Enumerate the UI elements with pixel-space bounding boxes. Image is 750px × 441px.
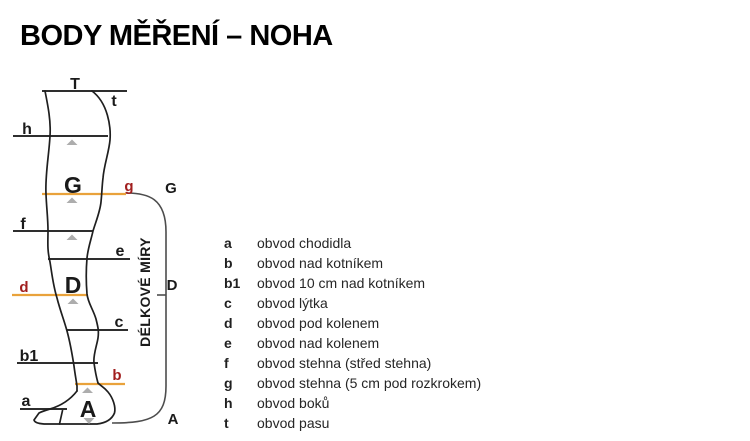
label-bracket-G: G xyxy=(165,180,177,197)
leg-outline xyxy=(34,91,115,424)
triangle-up-d xyxy=(68,299,79,305)
legend-key: e xyxy=(224,335,232,351)
label-A-big: A xyxy=(79,396,97,422)
label-b-highlight: b xyxy=(112,367,122,384)
legend-key: b1 xyxy=(224,275,241,291)
legend-description: obvod 10 cm nad kotníkem xyxy=(257,275,426,291)
legend-key: d xyxy=(224,315,233,331)
legend-row-h xyxy=(224,393,534,413)
legend-row-b xyxy=(224,253,534,273)
legend-row-g xyxy=(224,373,534,393)
label-bracket-A: A xyxy=(167,411,179,428)
legend-row-t xyxy=(224,413,534,433)
label-c: c xyxy=(114,314,124,331)
triangle-up-b xyxy=(82,388,93,394)
leg-right-edge xyxy=(86,91,110,383)
leg-measurement-diagram xyxy=(0,70,200,441)
label-t: t xyxy=(111,93,117,110)
label-e: e xyxy=(115,243,125,260)
legend-row-c xyxy=(224,293,534,313)
triangle-up-f xyxy=(67,235,78,241)
triangle-up-g xyxy=(67,198,78,204)
legend-description: obvod pod kolenem xyxy=(257,315,380,331)
legend-key: c xyxy=(224,295,232,311)
label-h: h xyxy=(22,121,32,138)
label-b1: b1 xyxy=(19,348,39,365)
legend-description: obvod boků xyxy=(257,395,330,411)
legend-description: obvod lýtka xyxy=(257,295,328,311)
legend-row-f xyxy=(224,353,534,373)
legend-key: b xyxy=(224,255,233,271)
triangle-up-h xyxy=(67,140,78,146)
legend-key: f xyxy=(224,355,229,371)
legend-description: obvod nad kotníkem xyxy=(257,255,384,271)
label-T: T xyxy=(70,76,80,93)
label-length-measures-vertical: DÉLKOVÉ MÍRY xyxy=(137,237,153,347)
legend xyxy=(224,233,534,433)
legend-description: obvod nad kolenem xyxy=(257,335,380,351)
legend-row-a xyxy=(224,233,534,253)
label-D-big: D xyxy=(64,272,82,298)
label-a: a xyxy=(21,393,31,410)
label-bracket-D: D xyxy=(166,277,178,294)
legend-key: a xyxy=(224,235,232,251)
legend-description: obvod chodidla xyxy=(257,235,352,251)
legend-row-e xyxy=(224,333,534,353)
sock-toe-seam xyxy=(60,411,63,425)
label-G-big: G xyxy=(64,172,82,198)
legend-description: obvod pasu xyxy=(257,415,330,431)
legend-row-d xyxy=(224,313,534,333)
label-d-highlight: d xyxy=(19,279,29,296)
label-f: f xyxy=(20,216,26,233)
legend-key: g xyxy=(224,375,233,391)
legend-row-b1 xyxy=(224,273,534,293)
foot-outline xyxy=(34,383,115,424)
legend-description: obvod stehna (5 cm pod rozkrokem) xyxy=(257,375,482,391)
legend-key: t xyxy=(224,415,229,431)
legend-key: h xyxy=(224,395,233,411)
legend-description: obvod stehna (střed stehna) xyxy=(257,355,432,371)
page-title: BODY MĚŘENÍ – NOHA xyxy=(20,20,333,52)
label-g-highlight: g xyxy=(124,178,134,195)
